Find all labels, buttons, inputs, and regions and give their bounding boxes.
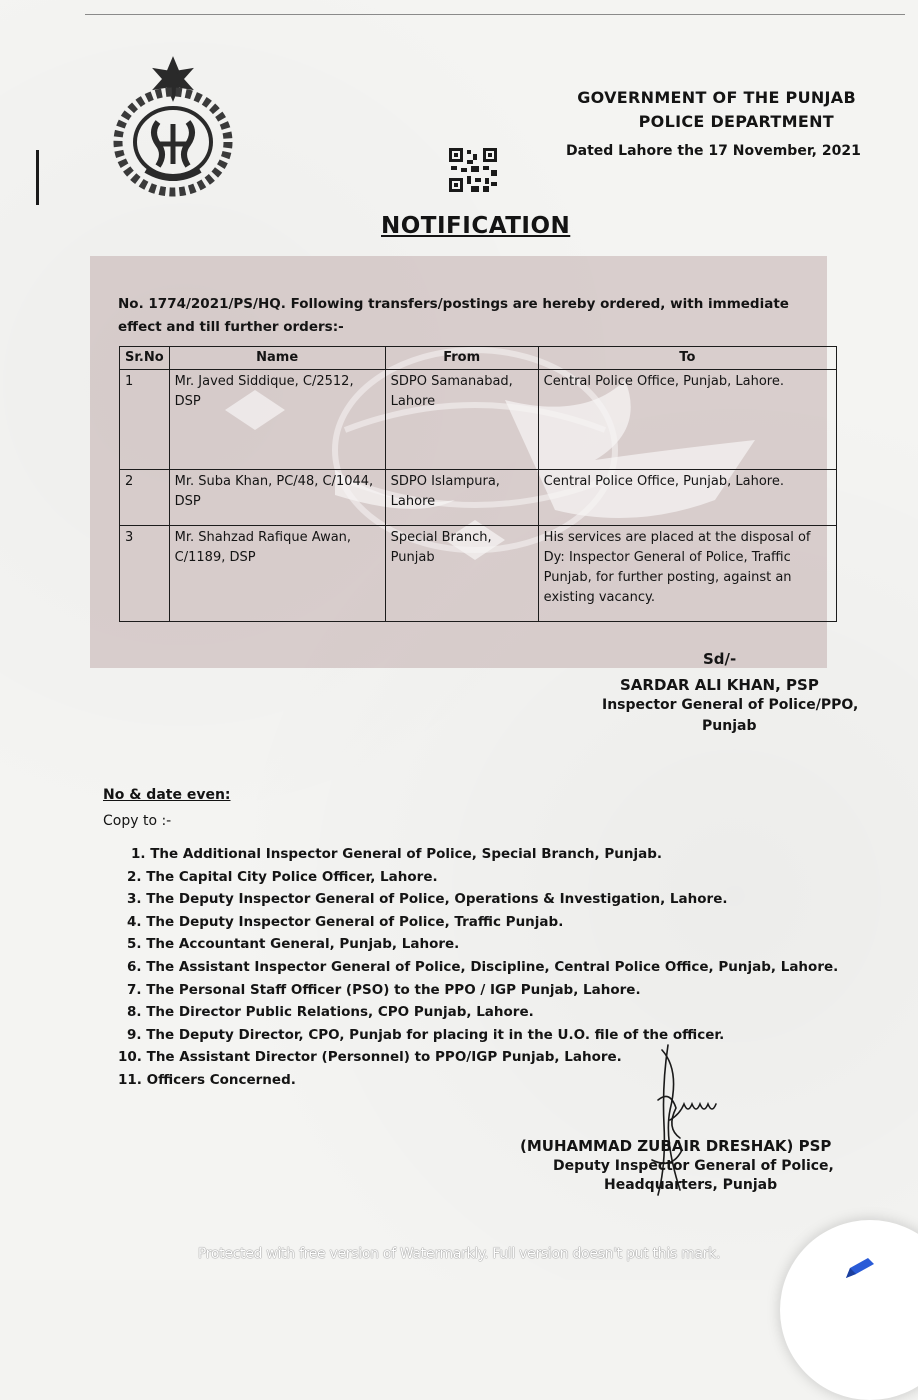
cell-name: Mr. Javed Siddique, C/2512, DSP [169, 370, 385, 470]
watermark-notice: Protected with free version of Watermarkly. Full version doesn't put this mark. [197, 1246, 721, 1262]
notification-title: NOTIFICATION [381, 213, 571, 239]
order-paragraph [118, 293, 828, 339]
margin-mark [36, 150, 39, 205]
copy-list [118, 843, 838, 1092]
second-signatory [520, 1137, 834, 1193]
signatory-name: (MUHAMMAD ZUBAIR DRESHAK) PSP [520, 1137, 832, 1155]
list-item: 7. The Personal Staff Officer (PSO) to the PPO / IGP Punjab, Lahore. [127, 981, 641, 998]
list-item: 3. The Deputy Inspector General of Police, Operations & Investigation, Lahore. [127, 891, 728, 908]
list-item: 6. The Assistant Inspector General of Police, Discipline, Central Police Office, Punjab, Lahore. [127, 958, 839, 975]
list-item: 4. The Deputy Inspector General of Police, Traffic Punjab. [127, 913, 564, 930]
copy-to-label: Copy to :- [103, 813, 172, 829]
qr-code-icon [449, 148, 497, 192]
list-item: 11. Officers Concerned. [118, 1071, 296, 1088]
handwritten-signature [640, 1040, 730, 1200]
postings-table [119, 346, 837, 622]
order-number: No. 1774/2021/PS/HQ. [118, 296, 286, 312]
signatory-province: Punjab [702, 718, 757, 734]
list-item: 10. The Assistant Director (Personnel) to PPO/IGP Punjab, Lahore. [118, 1049, 622, 1066]
list-item: 5. The Accountant General, Punjab, Lahore. [127, 936, 460, 953]
signatory-designation: Inspector General of Police/PPO, [602, 697, 859, 713]
top-rule [85, 14, 905, 15]
table-row [120, 470, 837, 526]
signatory-office: Headquarters, Punjab [604, 1177, 778, 1193]
government-heading: GOVERNMENT OF THE PUNJAB [577, 88, 856, 107]
order-text: Following transfers/postings are hereby ordered, with immediate effect and till further orders:- [118, 296, 789, 335]
pencil-edit-icon[interactable] [842, 1256, 878, 1280]
signatory-name: SARDAR ALI KHAN, PSP [620, 676, 819, 694]
table-header-row [120, 347, 837, 370]
table-row [120, 526, 837, 622]
table-row [120, 370, 837, 470]
signatory-designation: Deputy Inspector General of Police, [553, 1158, 834, 1174]
list-item: 2. The Capital City Police Officer, Lahore. [127, 868, 438, 885]
police-crest-icon [98, 52, 248, 202]
cell-sr: 3 [120, 526, 170, 622]
cell-to: His services are placed at the disposal of Dy: Inspector General of Police, Traffic Punjab, for further posting, against an existing vacancy. [538, 526, 836, 622]
cell-name: Mr. Shahzad Rafique Awan, C/1189, DSP [169, 526, 385, 622]
list-item: 8. The Director Public Relations, CPO Punjab, Lahore. [127, 1004, 534, 1021]
list-item: 1. The Additional Inspector General of Police, Special Branch, Punjab. [131, 846, 663, 862]
list-item: 9. The Deputy Director, CPO, Punjab for placing it in the U.O. file of the officer. [127, 1026, 725, 1043]
header-name: Name [169, 347, 385, 370]
dated-line: Dated Lahore the 17 November, 2021 [566, 143, 861, 159]
cell-sr: 2 [120, 470, 170, 526]
cell-to: Central Police Office, Punjab, Lahore. [538, 470, 836, 526]
department-heading: POLICE DEPARTMENT [638, 112, 834, 131]
no-date-heading: No & date even: [103, 787, 231, 803]
cell-name: Mr. Suba Khan, PC/48, C/1044, DSP [169, 470, 385, 526]
sd-mark: Sd/- [703, 650, 737, 668]
header-from: From [385, 347, 538, 370]
cell-to: Central Police Office, Punjab, Lahore. [538, 370, 836, 470]
letterhead [577, 86, 856, 134]
header-to: To [538, 347, 836, 370]
header-sr-no: Sr.No [120, 347, 170, 370]
cell-from: SDPO Samanabad, Lahore [385, 370, 538, 470]
cell-from: SDPO Islampura, Lahore [385, 470, 538, 526]
cell-sr: 1 [120, 370, 170, 470]
cell-from: Special Branch, Punjab [385, 526, 538, 622]
